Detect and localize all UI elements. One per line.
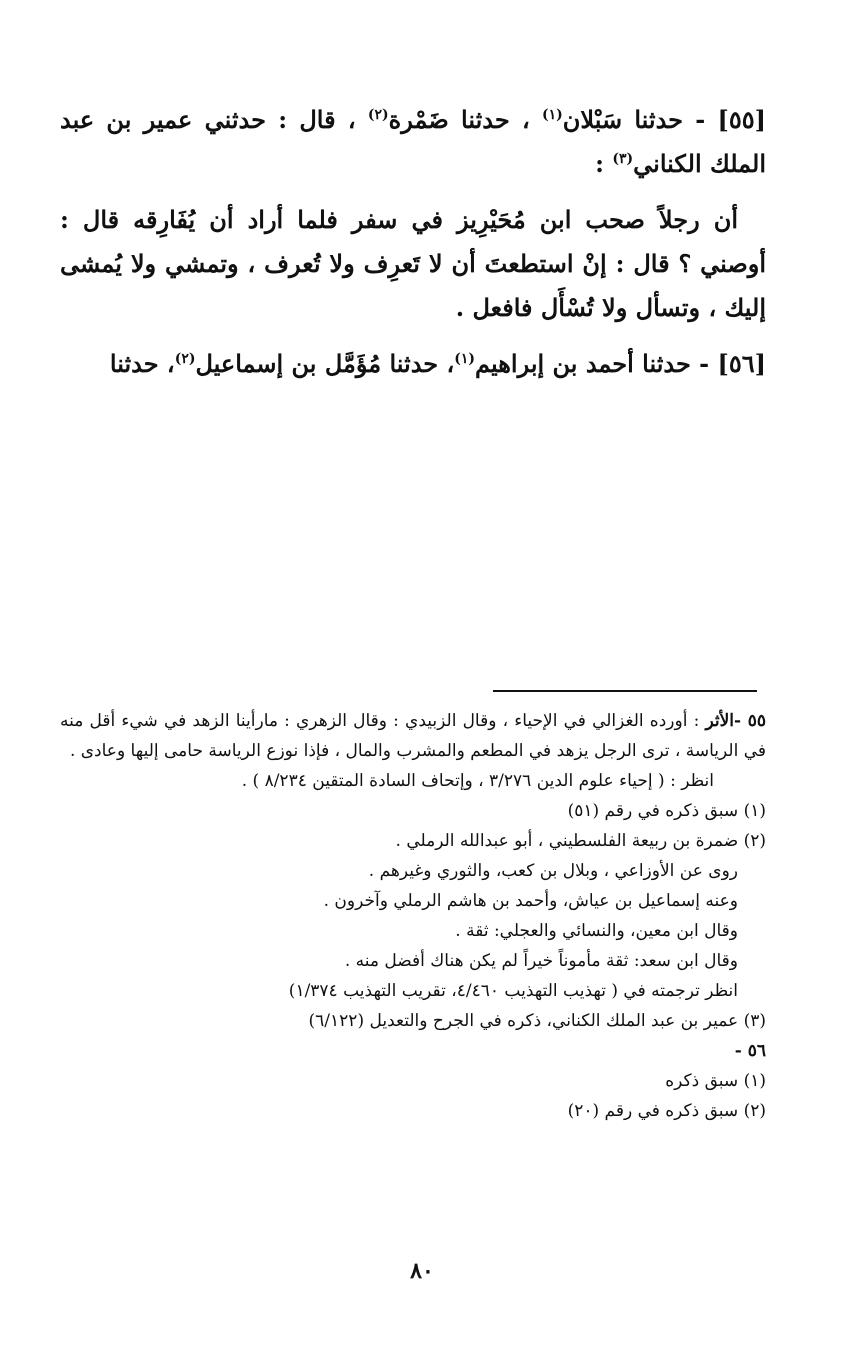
footnote-2-line: وقال ابن معين، والنسائي والعجلي: ثقة . [455,921,738,941]
footnote-ref: (٣) [612,151,634,167]
footnote-56-2: (٢) سبق ذكره في رقم (٢٠) [567,1101,766,1121]
footnote-ref: (٢) [174,351,196,367]
section-56-label: ٥٦ - [734,1041,766,1061]
footnote-2: (٢) ضمرة بن ربيعة الفلسطيني ، أبو عبدالله الرملي . [395,831,766,851]
footnote-ref: (١) [541,107,563,123]
footnote-ref: (٢) [367,107,389,123]
footnote-1: (١) سبق ذكره في رقم (٥١) [567,801,766,821]
main-text [60,98,766,386]
page-number: ٨٠ [410,1258,434,1284]
footnote-divider [493,690,757,692]
footnote-3: (٣) عمير بن عبد الملك الكناني، ذكره في الجرح والتعديل (٦/١٢٢) [308,1011,766,1031]
paragraph-55-header: [٥٥] - حدثنا سَبْلان$^{(١)}$ ، حدثنا ضَمْرة$^{(٢)}$ ، قال : حدثني عمير بن عبد الملك الكناني$^{(٣)}$ : [60,105,767,178]
entry-number-56: [٥٦] [717,349,766,378]
footnote-2-line: روى عن الأوزاعي ، وبلال بن كعب، والثوري وغيرهم . [368,861,738,881]
paragraph-56-header: [٥٦] - حدثنا أحمد بن إبراهيم$^{(١)}$، حدثنا مُؤَمَّل بن إسماعيل$^{(٢)}$، حدثنا [109,349,766,378]
footnote-2-line: وقال ابن سعد: ثقة مأموناً خيراً لم يكن هناك أفضل منه . [344,951,738,971]
footnote-56-1: (١) سبق ذكره [665,1071,766,1091]
footnote-2-line: وعنه إسماعيل بن عياش، وأحمد بن هاشم الرملي وآخرون . [323,891,738,911]
footnotes [60,706,766,1126]
athar-note: ٥٥ -الأثر : أورده الغزالي في الإحياء ، وقال الزبيدي : وقال الزهري : مارأينا الزهد في شيء أقل منه في الرياسة ، ترى الرجل يزهد في المطعم والمشرب والمال ، فإذا نوزع الرياسة حامى إليها وعادى . [60,711,766,761]
athar-reference: انظر : ( إحياء علوم الدين ٣/٢٧٦ ، وإتحاف السادة المتقين ٨/٢٣٤ ) . [241,771,714,791]
footnote-ref: (١) [454,351,476,367]
footnote-2-line: انظر ترجمته في ( تهذيب التهذيب ٤/٤٦٠، تقريب التهذيب ١/٣٧٤) [288,981,738,1001]
entry-number-55: [٥٥] [717,105,767,134]
paragraph-55-body: أن رجلاً صحب ابن مُحَيْرِيز في سفر فلما أراد أن يُفَارِقه قال : أوصني ؟ قال : إنْ استطعتَ أن لا تَعرِف ولا تُعرف ، وتمشي ولا يُمشى إليك ، وتسأل ولا تُسْأَل فافعل . [60,205,766,322]
athar-label: ٥٥ -الأثر [705,711,766,731]
